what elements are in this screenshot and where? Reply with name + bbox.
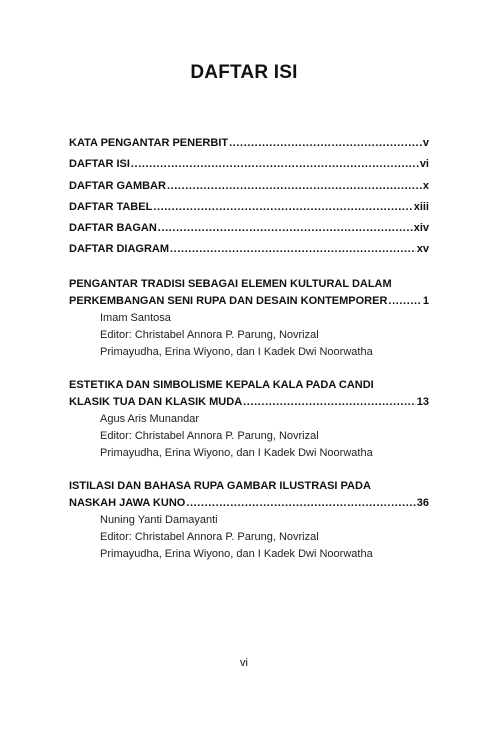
toc-entry-label: KATA PENGANTAR PENERBIT	[69, 137, 229, 149]
toc-entry-page: xiv	[413, 222, 429, 235]
toc-entry-page: vi	[419, 158, 429, 171]
chapter-credits	[69, 310, 429, 361]
page-title: DAFTAR ISI	[190, 62, 298, 83]
chapter-title-row	[69, 394, 429, 411]
leader-dots	[186, 495, 415, 512]
toc-entry-label: DAFTAR ISI	[69, 158, 130, 171]
chapter-title-line: ESTETIKA DAN SIMBOLISME KEPALA KALA PADA CANDI	[69, 379, 374, 391]
chapter-author: Agus Aris Munandar	[100, 413, 200, 425]
leader-dots	[131, 157, 419, 171]
chapter-entry	[69, 276, 429, 361]
chapter-editor: Editor: Christabel Annora P. Parung, Novrizal	[100, 531, 319, 543]
chapter-page: 13	[416, 396, 429, 408]
leader-dots	[243, 394, 416, 411]
chapter-author: Nuning Yanti Damayanti	[100, 514, 218, 526]
chapter-editor: Editor: Christabel Annora P. Parung, Novrizal	[100, 329, 319, 341]
chapter-credits	[69, 411, 429, 462]
page-number: vi	[240, 657, 248, 669]
toc-entry	[69, 179, 429, 200]
leader-dots	[388, 293, 421, 310]
toc-entry-page: xv	[416, 243, 429, 256]
leader-dots	[158, 221, 413, 235]
leader-dots	[153, 200, 412, 214]
toc-entry-label: DAFTAR DIAGRAM	[69, 243, 170, 256]
chapter-title-line: NASKAH JAWA KUNO	[69, 497, 186, 509]
front-matter-list	[69, 136, 429, 264]
chapter-title-line: PERKEMBANGAN SENI RUPA DAN DESAIN KONTEMPORER	[69, 295, 388, 307]
leader-dots	[167, 179, 422, 193]
chapter-editor: Primayudha, Erina Wiyono, dan I Kadek Dwi Noorwatha	[100, 548, 373, 560]
toc-entry-page: x	[422, 179, 429, 192]
chapter-credits	[69, 512, 429, 563]
chapter-page: 36	[416, 497, 429, 509]
leader-dots	[229, 136, 422, 150]
toc-entry	[69, 136, 429, 157]
chapter-entry	[69, 377, 429, 462]
chapter-entry	[69, 478, 429, 563]
chapter-author: Imam Santosa	[100, 312, 171, 324]
chapter-page: 1	[422, 295, 429, 307]
toc-entry	[69, 200, 429, 221]
toc-entry	[69, 242, 429, 263]
chapter-title-row	[69, 495, 429, 512]
leader-dots	[170, 242, 416, 256]
chapter-title-line: KLASIK TUA DAN KLASIK MUDA	[69, 396, 243, 408]
chapter-title-line: PENGANTAR TRADISI SEBAGAI ELEMEN KULTURAL DALAM	[69, 278, 392, 290]
toc-entry	[69, 157, 429, 178]
toc-entry	[69, 221, 429, 242]
chapter-editor: Primayudha, Erina Wiyono, dan I Kadek Dwi Noorwatha	[100, 447, 373, 459]
chapter-title-row	[69, 293, 429, 310]
toc-entry-label: DAFTAR TABEL	[69, 200, 153, 213]
toc-entry-page: v	[422, 137, 429, 149]
toc-entry-label: DAFTAR BAGAN	[69, 222, 157, 235]
toc-entry-label: DAFTAR GAMBAR	[69, 179, 166, 192]
toc-entry-page: xiii	[413, 200, 429, 213]
chapter-title-line: ISTILASI DAN BAHASA RUPA GAMBAR ILUSTRASI PADA	[69, 480, 371, 492]
chapter-editor: Editor: Christabel Annora P. Parung, Novrizal	[100, 430, 319, 442]
chapter-editor: Primayudha, Erina Wiyono, dan I Kadek Dwi Noorwatha	[100, 346, 373, 358]
